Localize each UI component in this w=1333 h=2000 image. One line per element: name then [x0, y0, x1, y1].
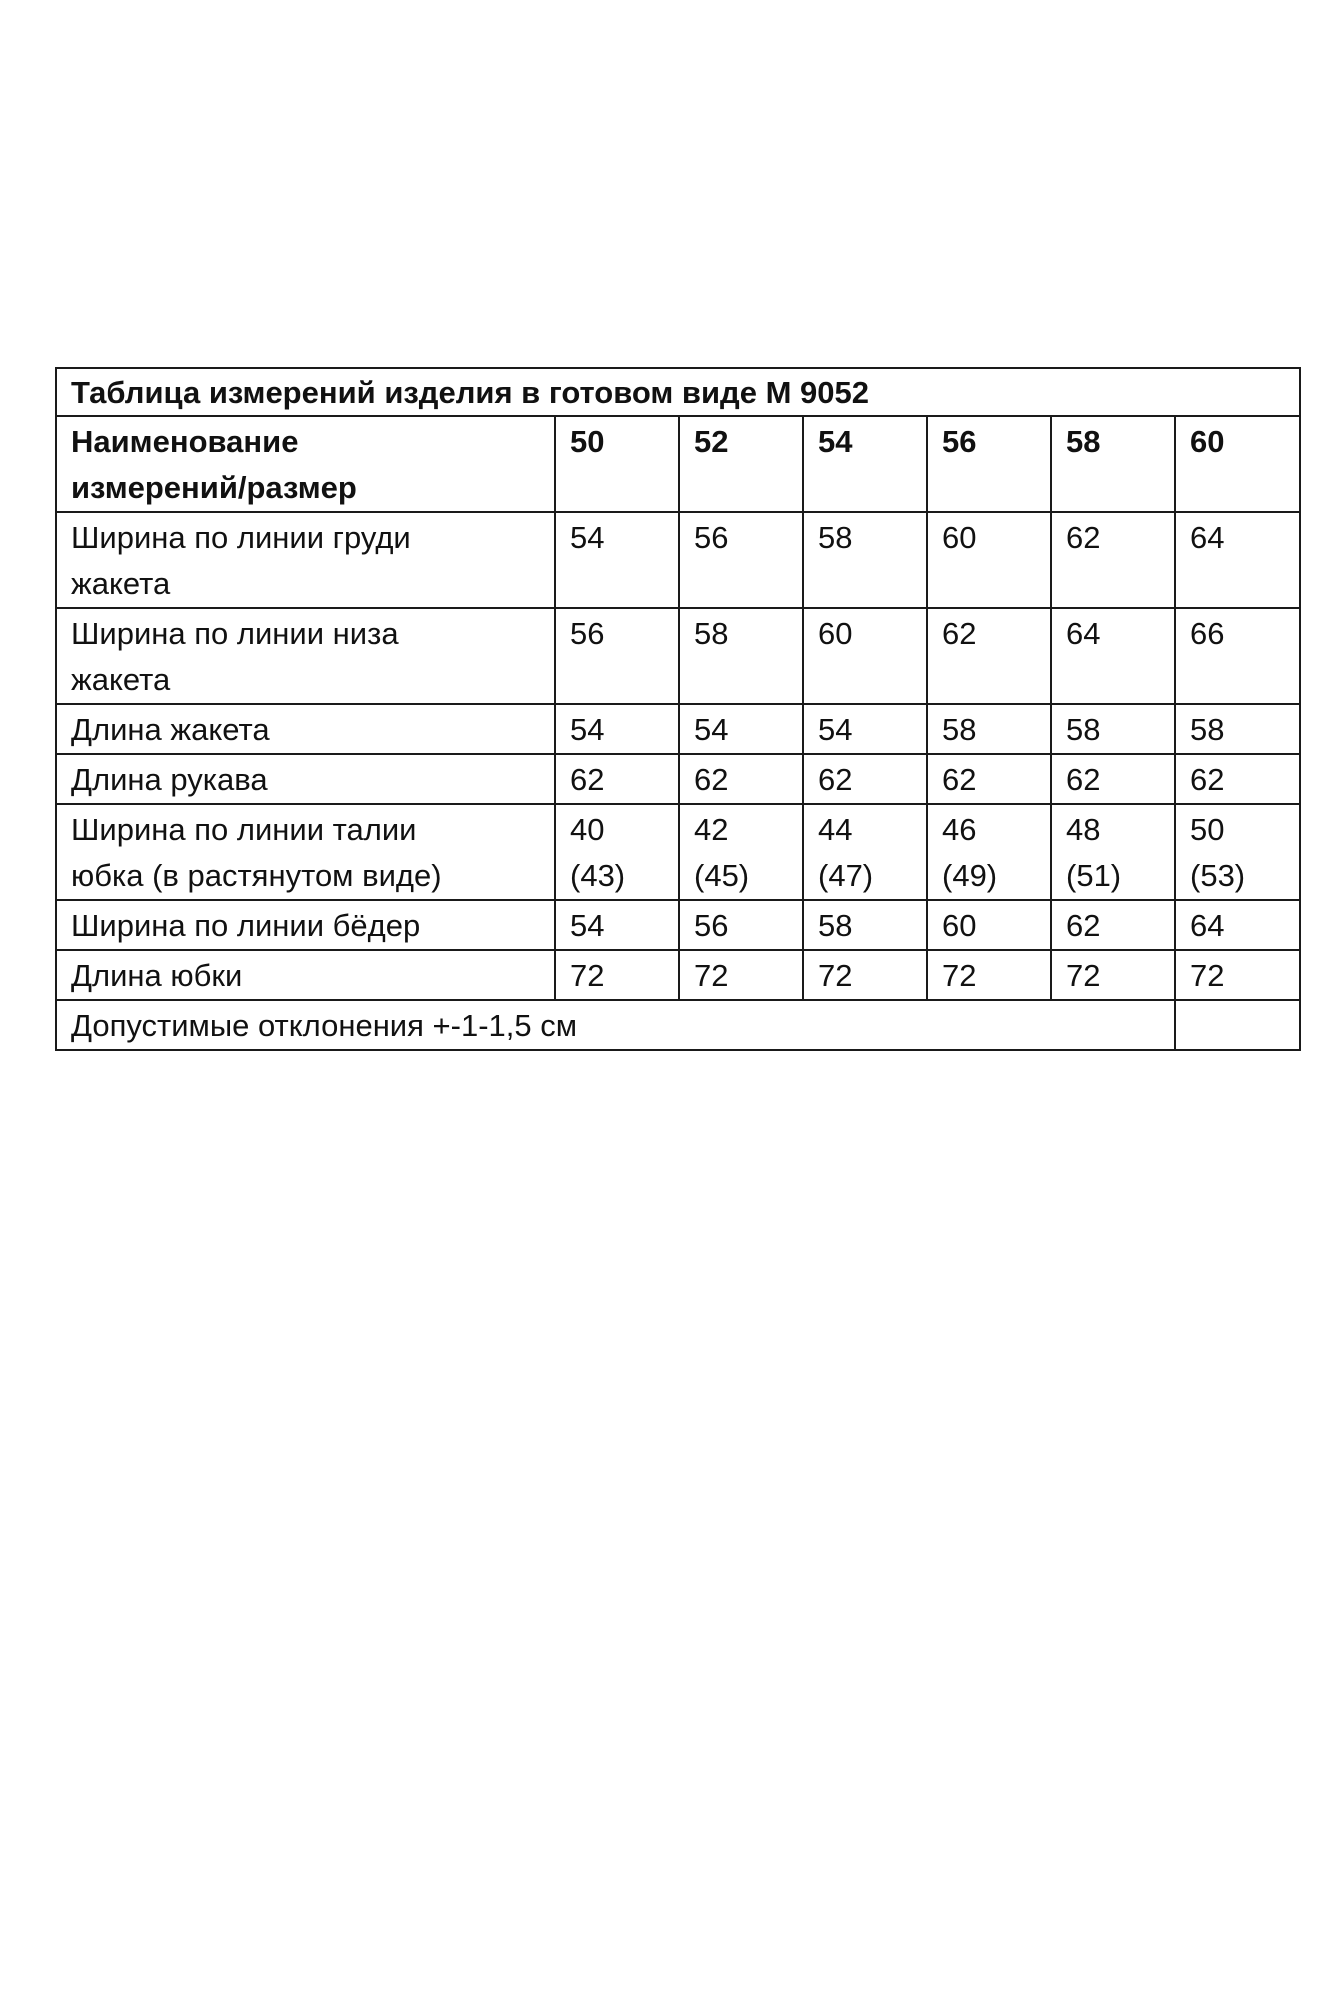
row-label: Длина рукава: [56, 754, 555, 804]
table-cell: 62: [927, 608, 1051, 704]
table-cell: 56: [679, 512, 803, 608]
table-cell: 46 (49): [927, 804, 1051, 900]
measurement-sheet: [55, 367, 1299, 1051]
table-cell: 62: [927, 754, 1051, 804]
table-row: [56, 608, 1300, 704]
table-row: [56, 950, 1300, 1000]
table-title-row: [56, 368, 1300, 416]
row-label-line2: жакета: [71, 662, 171, 697]
row-label: [56, 608, 555, 704]
table-cell: 42 (45): [679, 804, 803, 900]
row-label-line2: жакета: [71, 566, 171, 601]
row-label: [56, 804, 555, 900]
table-cell: 72: [555, 950, 679, 1000]
table-cell: 54: [555, 512, 679, 608]
table-row: [56, 900, 1300, 950]
table-cell: 60: [803, 608, 927, 704]
table-cell: 62: [1051, 900, 1175, 950]
table-cell: 62: [1175, 754, 1300, 804]
header-size-50: 50: [555, 416, 679, 512]
table-cell: 58: [803, 900, 927, 950]
table-cell: 48 (51): [1051, 804, 1175, 900]
header-size-60: 60: [1175, 416, 1300, 512]
table-header-row: [56, 416, 1300, 512]
table-cell: 58: [1175, 704, 1300, 754]
table-cell: 58: [803, 512, 927, 608]
table-cell: 44 (47): [803, 804, 927, 900]
table-cell: 64: [1175, 512, 1300, 608]
header-label-line2: измерений/размер: [71, 470, 357, 505]
table-row: [56, 754, 1300, 804]
table-row: [56, 512, 1300, 608]
table-row: [56, 704, 1300, 754]
table-cell: 72: [927, 950, 1051, 1000]
header-size-56: 56: [927, 416, 1051, 512]
table-row: [56, 804, 1300, 900]
table-cell: 64: [1175, 900, 1300, 950]
table-cell: 66: [1175, 608, 1300, 704]
row-label-line1: Ширина по линии низа: [71, 616, 399, 651]
table-cell: 62: [555, 754, 679, 804]
table-cell: 62: [803, 754, 927, 804]
table-cell: 72: [679, 950, 803, 1000]
table-cell: 50 (53): [1175, 804, 1300, 900]
footer-empty-cell: [1175, 1000, 1300, 1050]
table-cell: 60: [927, 512, 1051, 608]
table-cell: 40 (43): [555, 804, 679, 900]
table-cell: 58: [927, 704, 1051, 754]
header-size-52: 52: [679, 416, 803, 512]
row-label: Ширина по линии бёдер: [56, 900, 555, 950]
table-cell: 60: [927, 900, 1051, 950]
table-cell: 72: [1051, 950, 1175, 1000]
table-cell: 62: [679, 754, 803, 804]
row-label: Длина жакета: [56, 704, 555, 754]
header-size-54: 54: [803, 416, 927, 512]
table-footer-row: [56, 1000, 1300, 1050]
row-label-line1: Ширина по линии талии: [71, 812, 417, 847]
table-cell: 72: [1175, 950, 1300, 1000]
table-cell: 54: [803, 704, 927, 754]
table-cell: 54: [555, 900, 679, 950]
table-cell: 54: [679, 704, 803, 754]
table-cell: 54: [555, 704, 679, 754]
header-size-58: 58: [1051, 416, 1175, 512]
row-label-line2: юбка (в растянутом виде): [71, 858, 442, 893]
row-label: [56, 512, 555, 608]
table-cell: 62: [1051, 512, 1175, 608]
header-label: [56, 416, 555, 512]
table-cell: 56: [679, 900, 803, 950]
measurement-table: [55, 367, 1301, 1051]
row-label-line1: Ширина по линии груди: [71, 520, 411, 555]
table-cell: 56: [555, 608, 679, 704]
table-title: Таблица измерений изделия в готовом виде М 9052: [56, 368, 1300, 416]
footer-note: Допустимые отклонения +-1-1,5 см: [56, 1000, 1175, 1050]
table-cell: 58: [679, 608, 803, 704]
row-label: Длина юбки: [56, 950, 555, 1000]
table-cell: 62: [1051, 754, 1175, 804]
header-label-line1: Наименование: [71, 424, 299, 459]
table-cell: 64: [1051, 608, 1175, 704]
table-cell: 72: [803, 950, 927, 1000]
table-cell: 58: [1051, 704, 1175, 754]
